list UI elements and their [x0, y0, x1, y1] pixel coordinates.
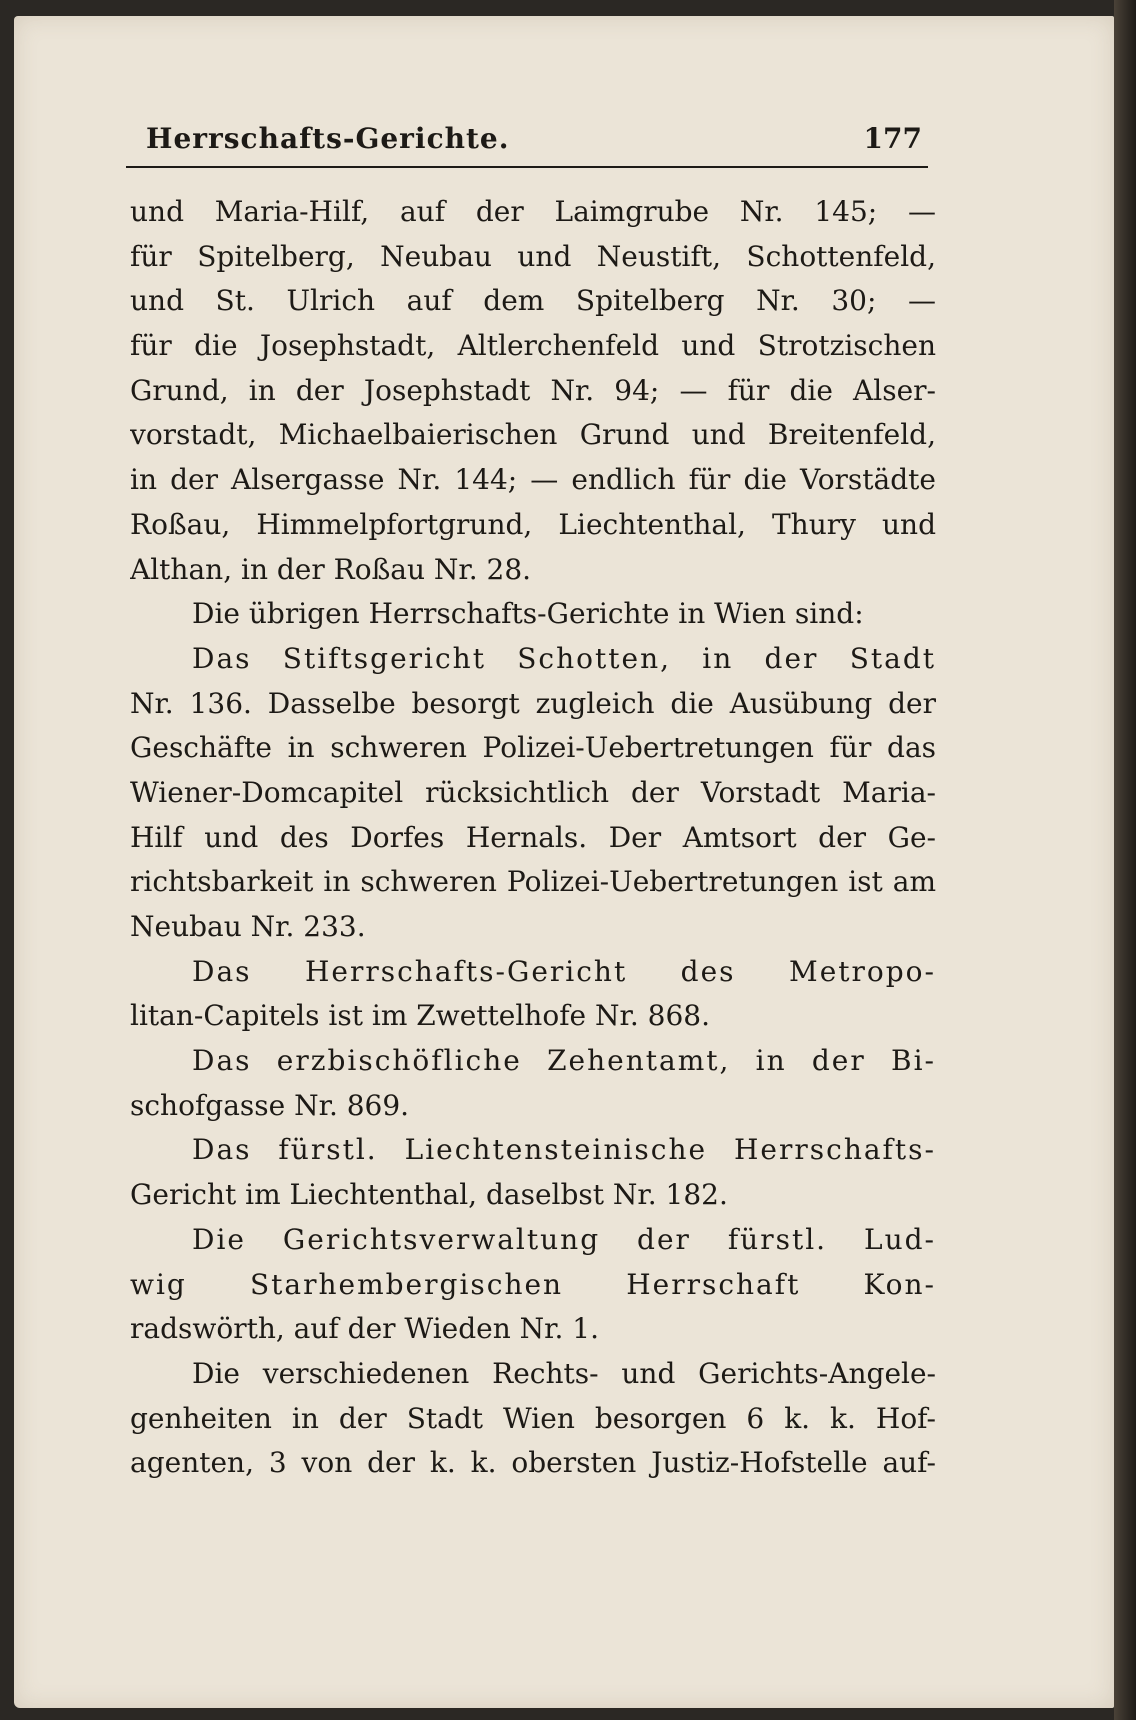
text-line: genheiten in der Stadt Wien besorgen 6 k. k. Hof-: [130, 1401, 936, 1435]
text-line: in der Alsergasse Nr. 144; — endlich für die Vorstädte: [130, 463, 936, 497]
text-line: Nr. 136. Dasselbe besorgt zugleich die Ausübung der: [130, 686, 936, 720]
page-number: 177: [863, 122, 922, 155]
text-line: richtsbarkeit in schweren Polizei-Uebertretungen ist am: [130, 865, 936, 899]
text-line: Die Gerichtsverwaltung der fürstl. Lud-: [192, 1222, 936, 1256]
text-line: und St. Ulrich auf dem Spitelberg Nr. 30; —: [130, 284, 936, 318]
book-edge: [1114, 0, 1136, 1720]
text-line: agenten, 3 von der k. k. obersten Justiz-Hofstelle auf-: [130, 1446, 936, 1480]
text-line: Das Herrschafts-Gericht des Metropo-: [192, 954, 936, 988]
text-line: vorstadt, Michaelbaierischen Grund und Breitenfeld,: [130, 418, 936, 452]
text-line: Grund, in der Josephstadt Nr. 94; — für die Alser-: [130, 373, 936, 407]
header-rule: [126, 166, 928, 168]
text-line: Geschäfte in schweren Polizei-Uebertretungen für das: [130, 731, 936, 765]
text-line: Das erzbischöfliche Zehentamt, in der Bi-: [192, 1044, 936, 1078]
text-line: Die verschiedenen Rechts- und Gerichts-Angele-: [192, 1356, 936, 1390]
text-line: schofgasse Nr. 869.: [130, 1088, 410, 1122]
text-line: Roßau, Himmelpfortgrund, Liechtenthal, Thury und: [130, 507, 936, 541]
text-line: Das Stiftsgericht Schotten, in der Stadt: [192, 641, 936, 675]
text-line: Gericht im Liechtenthal, daselbst Nr. 182.: [130, 1178, 728, 1212]
text-line: für Spitelberg, Neubau und Neustift, Schottenfeld,: [130, 239, 936, 273]
text-line: Die übrigen Herrschafts-Gerichte in Wien sind:: [192, 597, 864, 631]
text-line: Wiener-Domcapitel rücksichtlich der Vorstadt Maria-: [130, 775, 936, 809]
text-line: radswörth, auf der Wieden Nr. 1.: [130, 1312, 599, 1346]
text-line: und Maria-Hilf, auf der Laimgrube Nr. 145; —: [130, 195, 936, 228]
text-line: Neubau Nr. 233.: [130, 910, 366, 943]
text-line: litan-Capitels ist im Zwettelhofe Nr. 868.: [130, 999, 710, 1033]
running-head: Herrschafts-Gerichte.: [146, 122, 510, 155]
text-line: Hilf und des Dorfes Hernals. Der Amtsort der Ge-: [130, 820, 936, 854]
body-text: [130, 190, 936, 1486]
text-line: für die Josephstadt, Altlerchenfeld und Strotzischen: [130, 329, 936, 363]
text-line: Das fürstl. Liechtensteinische Herrschafts-: [192, 1133, 936, 1167]
page-header: [126, 122, 926, 162]
text-line: wig Starhembergischen Herrschaft Kon-: [130, 1267, 936, 1301]
text-line: Althan, in der Roßau Nr. 28.: [130, 552, 532, 586]
